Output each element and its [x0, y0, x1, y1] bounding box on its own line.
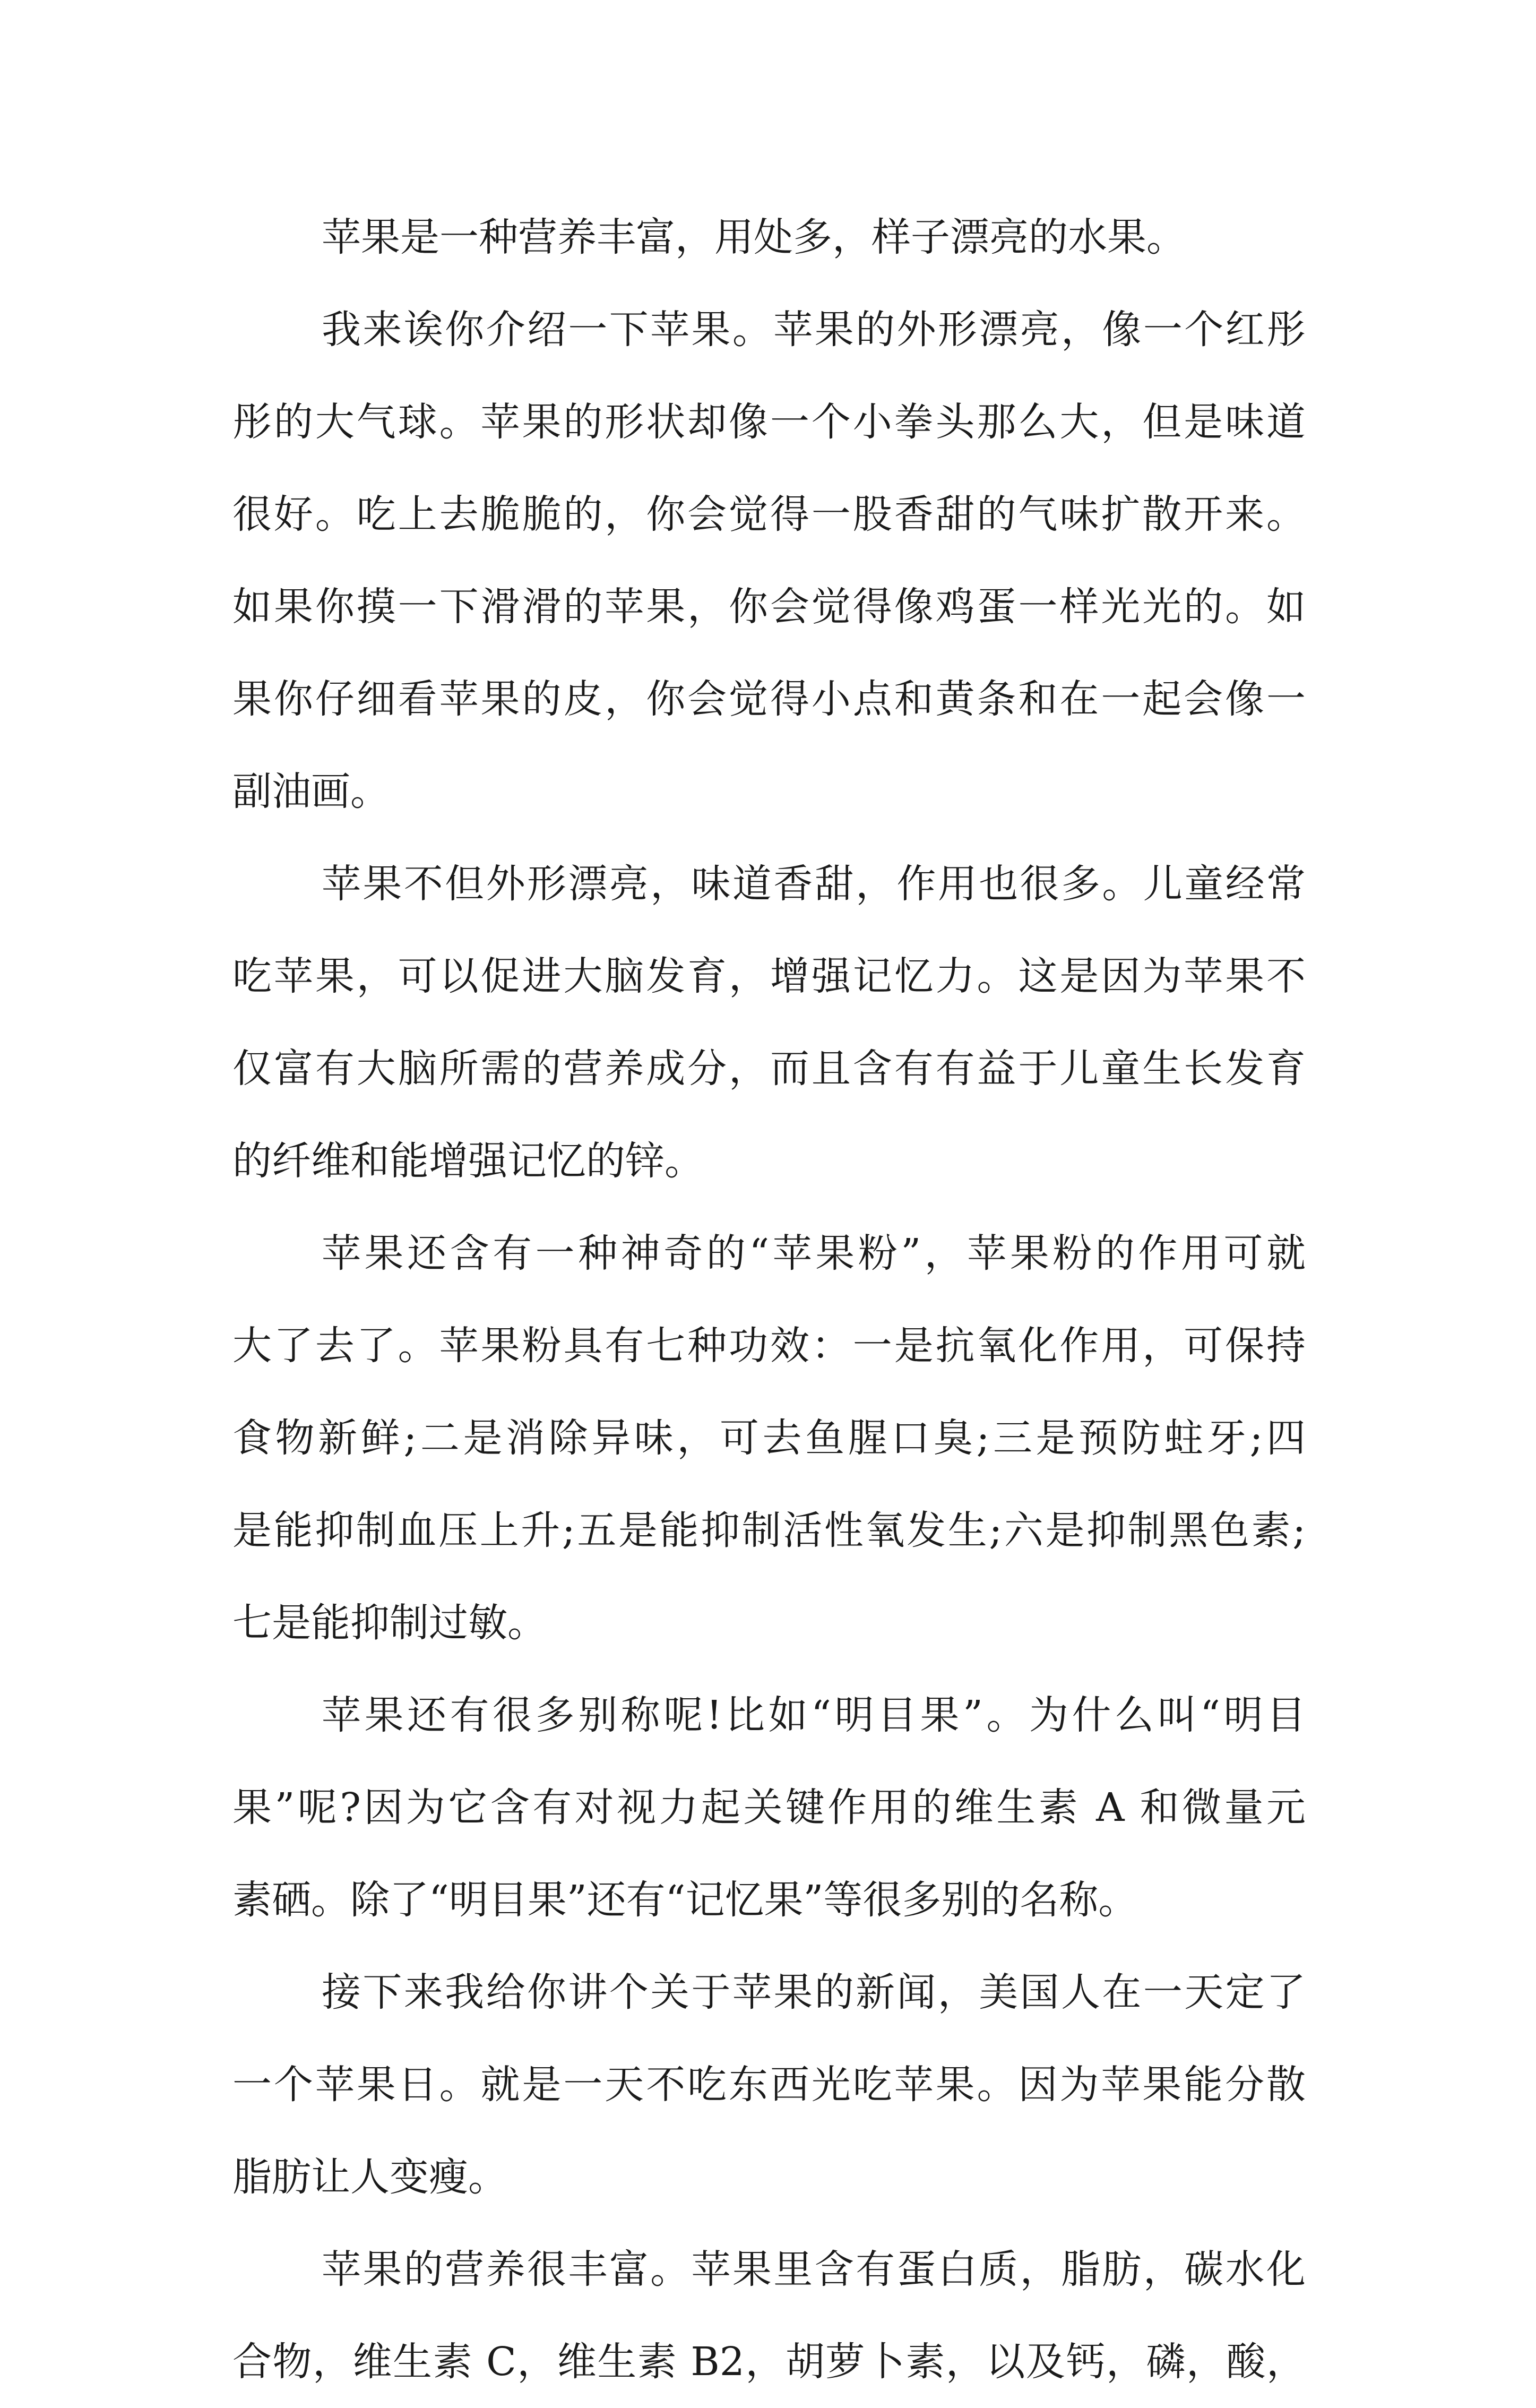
- paragraph-5-line-1: 苹果还有很多别称呢!比如“明目果”。为什么叫“明目: [322, 1692, 1306, 1738]
- paragraph-5-line-3: 素硒。除了“明目果”还有“记忆果”等很多别的名称。: [232, 1877, 1138, 1923]
- paragraph-3-line-3: 仅富有大脑所需的营养成分，而且含有有益于儿童生长发育: [232, 1046, 1306, 1091]
- paragraph-2-line-6: 副油画。: [232, 769, 390, 814]
- paragraph-4-line-3: 食物新鲜;二是消除异味，可去鱼腥口臭;三是预防蛀牙;四: [232, 1415, 1306, 1461]
- paragraph-1-line-1: 苹果是一种营养丰富，用处多，样子漂亮的水果。: [322, 214, 1186, 260]
- paragraph-4-line-5: 七是能抑制过敏。: [232, 1600, 547, 1646]
- paragraph-6-line-2: 一个苹果日。就是一天不吃东西光吃苹果。因为苹果能分散: [232, 2062, 1306, 2108]
- paragraph-2-line-2: 彤的大气球。苹果的形状却像一个小拳头那么大，但是味道: [232, 399, 1306, 445]
- paragraph-5-line-2: 果”呢?因为它含有对视力起关键作用的维生素 A 和微量元: [232, 1785, 1306, 1830]
- paragraph-2-line-5: 果你仔细看苹果的皮，你会觉得小点和黄条和在一起会像一: [232, 676, 1306, 722]
- paragraph-7-line-1: 苹果的营养很丰富。苹果里含有蛋白质，脂肪，碳水化: [322, 2247, 1306, 2292]
- document-body: [232, 191, 1306, 2408]
- paragraph-6-line-1: 接下来我给你讲个关于苹果的新闻，美国人在一天定了: [322, 1970, 1306, 2015]
- paragraph-2-line-4: 如果你摸一下滑滑的苹果，你会觉得像鸡蛋一样光光的。如: [232, 584, 1306, 630]
- paragraph-2-line-1: 我来诶你介绍一下苹果。苹果的外形漂亮，像一个红彤: [322, 307, 1306, 352]
- paragraph-7-line-2: 合物，维生素 C，维生素 B2，胡萝卜素，以及钙，磷，酸，: [232, 2339, 1306, 2385]
- paragraph-4-line-1: 苹果还含有一种神奇的“苹果粉”，苹果粉的作用可就: [322, 1231, 1306, 1276]
- paragraph-4-line-2: 大了去了。苹果粉具有七种功效：一是抗氧化作用，可保持: [232, 1323, 1306, 1369]
- paragraph-3-line-1: 苹果不但外形漂亮，味道香甜，作用也很多。儿童经常: [322, 861, 1306, 907]
- paragraph-2-line-3: 很好。吃上去脆脆的，你会觉得一股香甜的气味扩散开来。: [232, 492, 1306, 537]
- paragraph-3-line-2: 吃苹果，可以促进大脑发育，增强记忆力。这是因为苹果不: [232, 953, 1306, 999]
- paragraph-6-line-3: 脂肪让人变瘦。: [232, 2154, 507, 2200]
- paragraph-3-line-4: 的纤维和能增强记忆的锌。: [232, 1138, 704, 1184]
- paragraph-4-line-4: 是能抑制血压上升;五是能抑制活性氧发生;六是抑制黑色素;: [232, 1508, 1306, 1553]
